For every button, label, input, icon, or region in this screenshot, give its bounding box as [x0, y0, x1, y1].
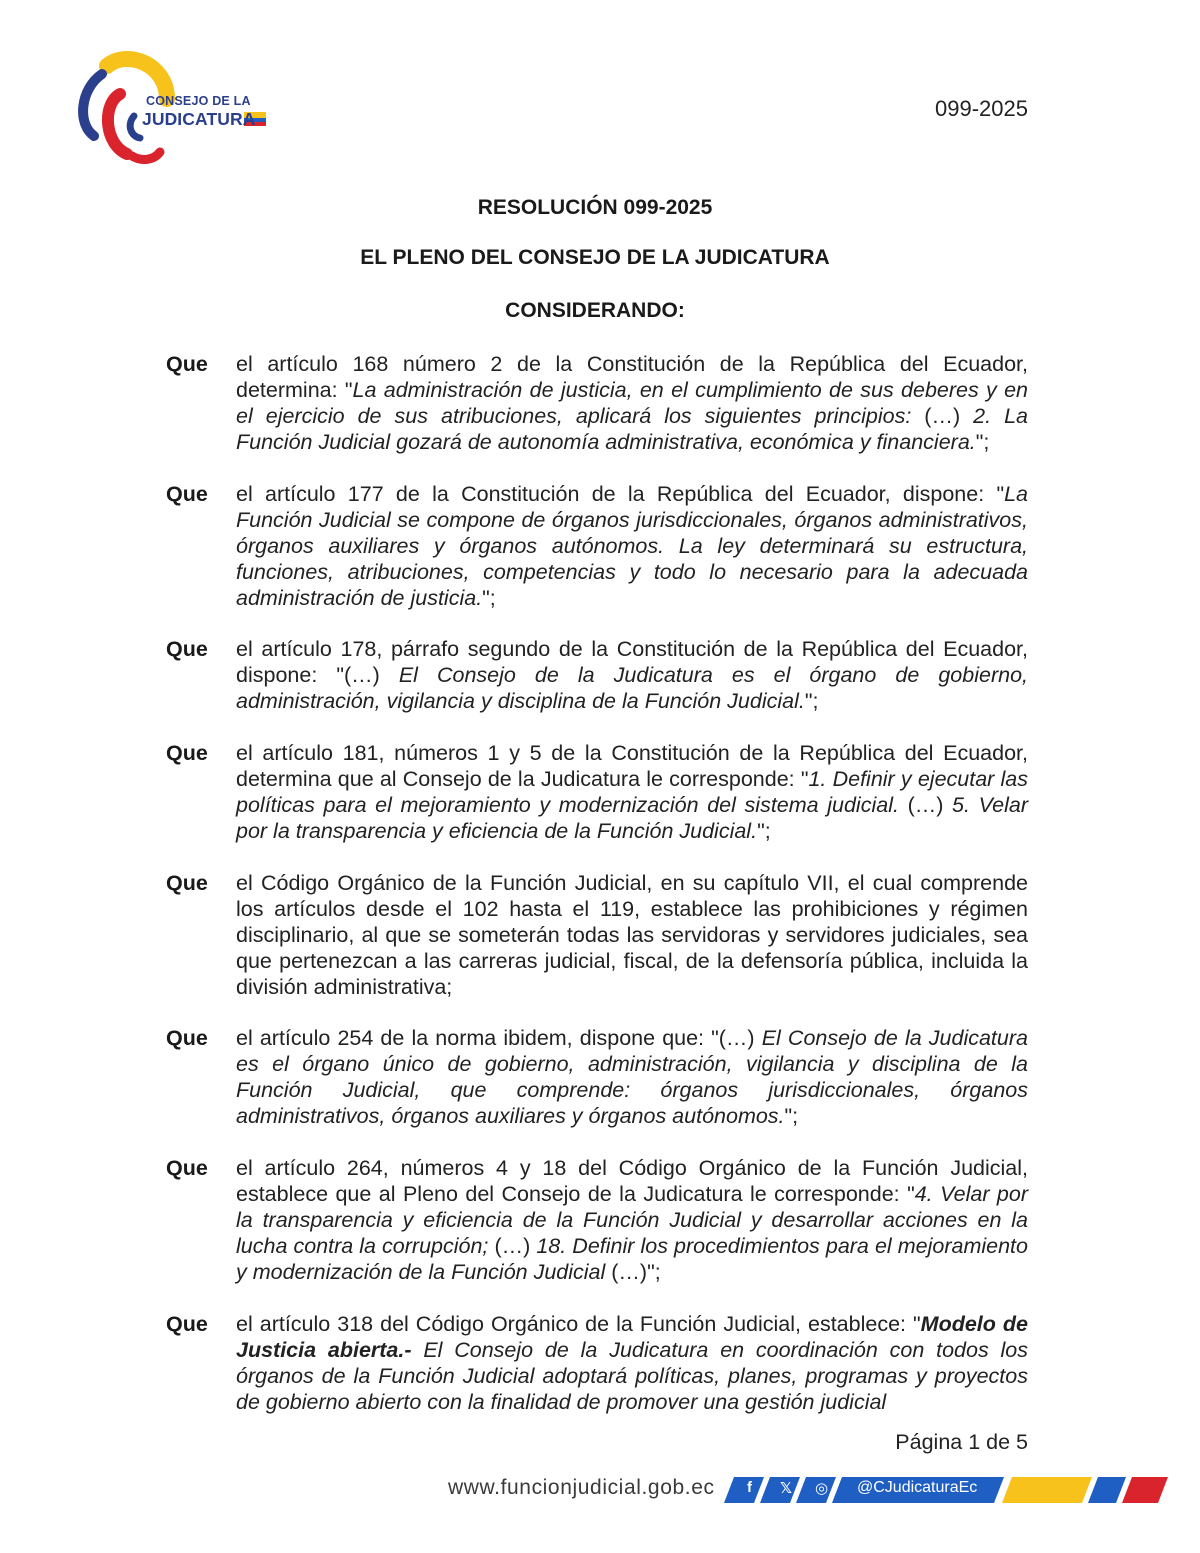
que-label: Que: [166, 871, 208, 895]
que-label: Que: [166, 741, 208, 765]
document-number: 099-2025: [935, 96, 1028, 121]
clause-text: el artículo 177 de la Constitución de la República del Ecuador, dispone: "La Función Judicial se compone de órganos jurisdiccionales, órganos administrativos, órganos auxiliares y órganos autónomos. La ley determinará su estructura, funciones, atribuciones, competencias y todo lo necesario para la adecuada administración de justicia.";: [236, 482, 1028, 610]
social-handle[interactable]: @CJudicaturaEc: [857, 1479, 978, 1496]
footer-website-link[interactable]: www.funcionjudicial.gob.ec: [448, 1476, 715, 1499]
logo-line-2: JUDICATURA: [142, 109, 256, 129]
clause-3: [166, 636, 1028, 714]
que-label: Que: [166, 1312, 208, 1336]
instagram-icon[interactable]: ◎: [815, 1480, 829, 1497]
logo-line-1: CONSEJO DE LA: [146, 94, 251, 108]
page-number: Página 1 de 5: [895, 1430, 1028, 1454]
clause-text: el artículo 168 número 2 de la Constitución de la República del Ecuador, determina: "La administración de justicia, en el cumplimiento de sus deberes y en el ejercicio de sus atribuciones, aplicará los siguientes principios: (…) 2. La Función Judicial gozará de autonomía administrativa, económica y financiera.";: [236, 352, 1028, 454]
que-label: Que: [166, 1156, 208, 1180]
clause-text: el artículo 181, números 1 y 5 de la Constitución de la República del Ecuador, determina que al Consejo de la Judicatura le corresponde: "1. Definir y ejecutar las políticas para el mejoramiento y modernización del sistema judicial. (…) 5. Velar por la transparencia y eficiencia de la Función Judicial.";: [236, 741, 1028, 843]
x-icon[interactable]: 𝕏: [780, 1480, 793, 1497]
clause-text: el artículo 318 del Código Orgánico de la Función Judicial, establece: "Modelo de Justicia abierta.- El Consejo de la Judicatura en coordinación con todos los órganos de la Función Judicial adoptará políticas, planes, programas y proyectos de gobierno abierto con la finalidad de promover una gestión judicial: [236, 1312, 1028, 1414]
clause-6: [166, 1025, 1028, 1129]
clause-2: [166, 481, 1028, 611]
clause-text: el artículo 264, números 4 y 18 del Código Orgánico de la Función Judicial, establece que al Pleno del Consejo de la Judicatura le corresponde: "4. Velar por la transparencia y eficiencia de la Función Judicial y desarrollar acciones en la lucha contra la corrupción; (…) 18. Definir los procedimientos para el mejoramiento y modernización de la Función Judicial (…)";: [236, 1156, 1028, 1284]
clause-5: [166, 870, 1028, 1000]
issuing-body-title: EL PLENO DEL CONSEJO DE LA JUDICATURA: [360, 246, 830, 269]
clause-text: el Código Orgánico de la Función Judicial, en su capítulo VII, el cual comprende los artículos desde el 102 hasta el 119, establece las prohibiciones y régimen disciplinario, al que se someterán todas las servidoras y servidores judiciales, sea que pertenezcan a las carreras judicial, fiscal, de la defensoría pública, incluida la división administrativa;: [236, 871, 1028, 999]
facebook-icon[interactable]: f: [747, 1479, 752, 1496]
clause-text: el artículo 254 de la norma ibidem, dispone que: "(…) El Consejo de la Judicatura es el órgano único de gobierno, administración, vigilancia y disciplina de la Función Judicial, que comprende: órganos jurisdiccionales, órganos administrativos, órganos auxiliares y órganos autónomos.";: [236, 1026, 1028, 1128]
que-label: Que: [166, 482, 208, 506]
resolution-title: RESOLUCIÓN 099-2025: [477, 196, 713, 219]
clause-7: [166, 1155, 1028, 1285]
clause-4: [166, 740, 1028, 844]
clause-8: [166, 1311, 1028, 1415]
que-label: Que: [166, 352, 208, 376]
que-label: Que: [166, 1026, 208, 1050]
que-label: Que: [166, 637, 208, 661]
judicatura-logo: [72, 44, 282, 169]
considering-heading: CONSIDERANDO:: [505, 299, 685, 322]
clause-text: el artículo 178, párrafo segundo de la Constitución de la República del Ecuador, dispone: "(…) El Consejo de la Judicatura es el órgano de gobierno, administración, vigilancia y disciplina de la Función Judicial.";: [236, 637, 1029, 713]
clause-1: [166, 351, 1028, 455]
